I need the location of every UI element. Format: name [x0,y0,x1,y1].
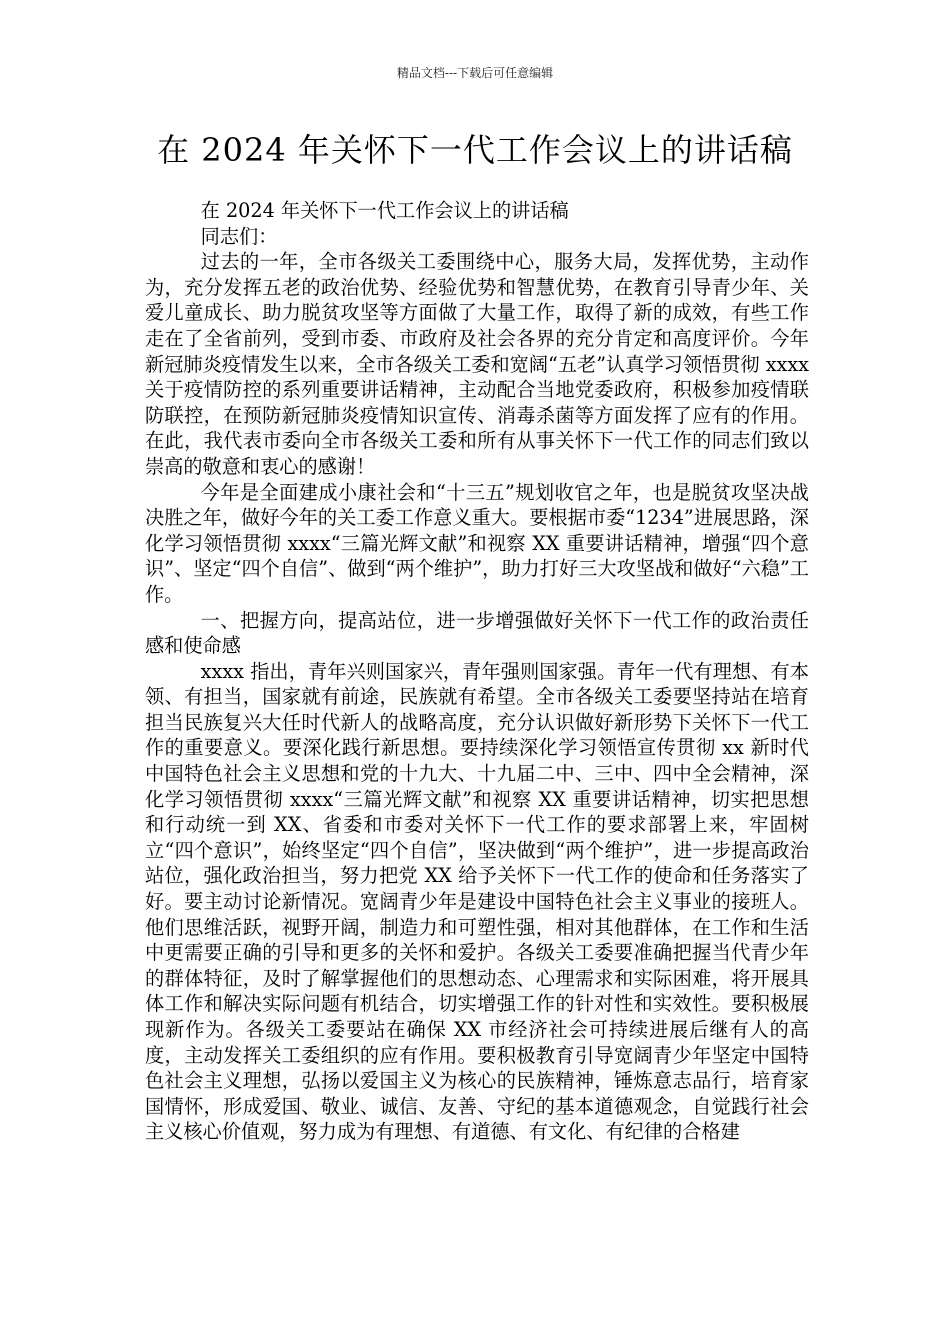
header-note: 精品文档---下载后可任意编辑 [396,66,554,80]
document-title: 在 2024 年关怀下一代工作会议上的讲话稿 [157,131,793,169]
salutation: 同志们： [200,224,278,248]
paragraph-review: 过去的一年，全市各级关工委围绕中心，服务大局，发挥优势，主动作为，充分发挥五老的政治优势、经验优势和智慧优势，在教育引导青少年、关爱儿童成长、助力脱贫攻坚等方面做了大量工作，取得了新的成效，有些工作走在了全省前列，受到市委、市政府及社会各界的充分肯定和高度评价。今年新冠肺炎疫情发生以来，全市各级关工委和宽阔“五老”认真学习领悟贯彻 xxxx 关于疫情防控的系列重要讲话精神，主动配合当地党委政府，积极参加疫情联防联控，在预防新冠肺炎疫情知识宣传、消毒杀菌等方面发挥了应有的作用。在此，我代表市委向全市各级关工委和所有从事关怀下一代工作的同志们致以崇高的敬意和衷心的感谢！ [145,250,809,478]
paragraph-section-1: xxxx 指出，青年兴则国家兴，青年强则国家强。青年一代有理想、有本领、有担当，国家就有前途，民族就有希望。全市各级关工委要坚持站在培育担当民族复兴大任时代新人的战略高度，充分认识做好新形势下关怀下一代工作的重要意义。要深化践行新思想。要持续深化学习领悟宣传贯彻 xx 新时代中国特色社会主义思想和党的十九大、十九届二中、三中、四中全会精神，深化学习领悟贯彻 xxxx“三篇光辉文献”和视察 XX 重要讲话精神，切实把思想和行动统一到 XX、省委和市委对关怀下一代工作的要求部署上来，牢固树立“四个意识”，始终坚定“四个自信”，坚决做到“两个维护”，进一步提高政治站位，强化政治担当，努力把党 XX 给予关怀下一代工作的使命和任务落实了好。要主动讨论新情况。宽阔青少年是建设中国特色社会主义事业的接班人。他们思维活跃，视野开阔，制造力和可塑性强，相对其他群体，在工作和生活中更需要正确的引导和更多的关怀和爱护。各级关工委要准确把握当代青少年的群体特征，及时了解掌握他们的思想动态、心理需求和实际困难，将开展具体工作和解决实际问题有机结合，切实增强工作的针对性和实效性。要积极展现新作为。各级关工委要站在确保 XX 市经济社会可持续进展后继有人的高度，主动发挥关工委组织的应有作用。要积极教育引导宽阔青少年坚定中国特色社会主义理想，弘扬以爱国主义为核心的民族精神，锤炼意志品行，培育家国情怀，形成爱国、敬业、诚信、友善、守纪的基本道德观念，自觉践行社会主义核心价值观，努力成为有理想、有道德、有文化、有纪律的合格建 [145,659,809,1144]
section-heading-1: 一、把握方向，提高站位，进一步增强做好关怀下一代工作的政治责任感和使命感 [145,608,809,658]
document-body [145,198,809,1145]
document-subtitle: 在 2024 年关怀下一代工作会议上的讲话稿 [200,199,569,222]
paragraph-this-year: 今年是全面建成小康社会和“十三五”规划收官之年，也是脱贫攻坚决战决胜之年，做好今年的关工委工作意义重大。要根据市委“1234”进展思路，深化学习领悟贯彻 xxxx“三篇光辉文献”和视察 XX 重要讲话精神，增强“四个意识”、坚定“四个自信”、做到“两个维护”，助力打好三大攻坚战和做好“六稳”工作。 [145,480,809,606]
